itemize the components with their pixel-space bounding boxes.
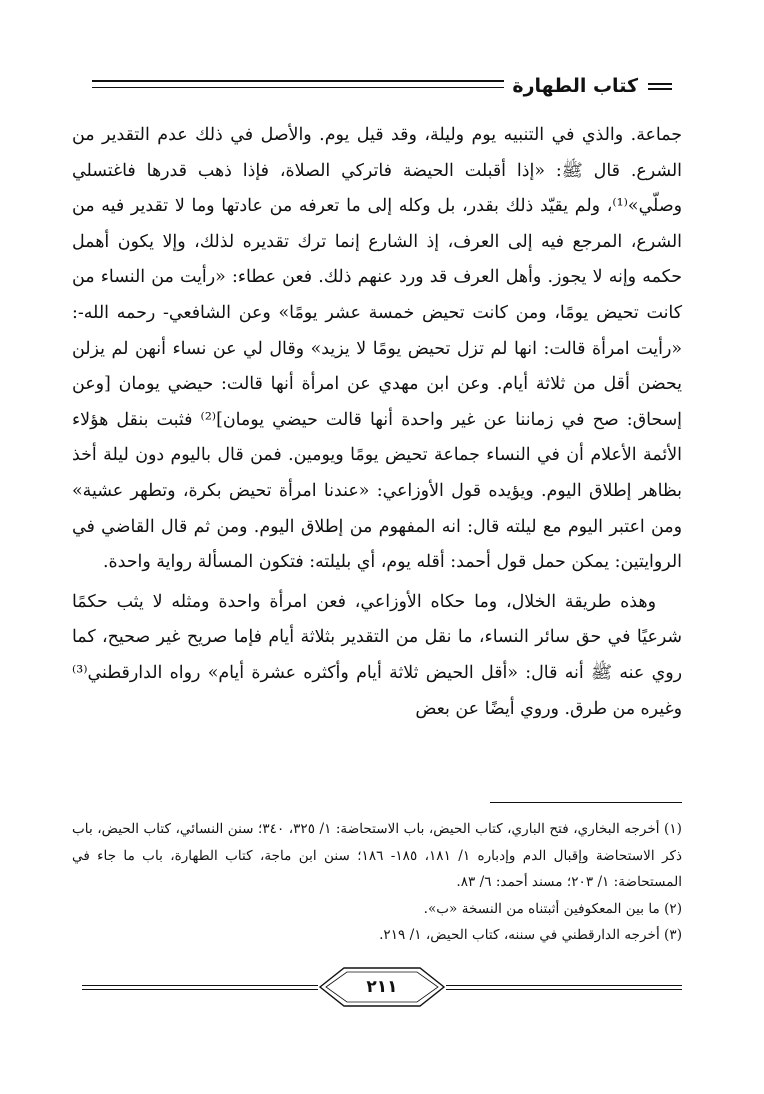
chapter-title: كتاب الطهارة [512, 75, 638, 97]
page-number: ٢١١ [366, 977, 398, 997]
footnote-3: (٣) أخرجه الدارقطني في سننه، كتاب الحيض، ١/ ٢١٩. [379, 927, 682, 943]
paragraph-2: وهذه طريقة الخلال، وما حكاه الأوزاعي، فعن امرأة واحدة ومثله لا يثب حكمًا شرعيًا في حق سائر النساء، ما نقل من التقدير بثلاثة أيام فإما صريح غير صحيح، كما روي عنه ﷺ أنه قال: «أقل الحيض ثلاثة أيام وأكثره عشرة أيام» رواه الدارقطني⁽³⁾ وغيره من طرق. وروي أيضًا عن بعض [72, 591, 682, 719]
header-rule [92, 80, 504, 88]
footer-rule-left [82, 985, 318, 990]
paragraph-1: جماعة. والذي في التنبيه يوم وليلة، وقد قيل يوم. والأصل في ذلك عدم التقدير من الشرع. قال ﷺ: «إذا أقبلت الحيضة فاتركي الصلاة، فإذا ذهب قدرها فاغتسلي وصلّي»⁽¹⁾، ولم يقيّد ذلك بقدر، بل وكله إلى ما تعرفه من عادتها وما لا تقدير فيه من الشرع، المرجع فيه إلى العرف، إذ الشارع إنما ترك تقديره لذلك، وإلا يكون أهمل حكمه وإنه لا يجوز. وأهل العرف قد ورد عنهم ذلك. فعن عطاء: «رأيت من النساء من كانت تحيض يومًا، ومن كانت تحيض خمسة عشر يومًا» وعن الشافعي- رحمه الله-: «رأيت امرأة قالت: انها لم تزل تحيض يومًا لا يزيد» وقال لي عن نساء أنهن لم يزلن يحضن أقل من ثلاثة أيام. وعن ابن مهدي عن امرأة أنها قالت: حيضي يومان [وعن إسحاق: صح في زماننا عن غير واحدة أنها قالت حيضي يومان]⁽²⁾ فثبت بنقل هؤلاء الأئمة الأعلام أن في النساء جماعة تحيض يومًا ويومين. فمن قال باليوم دون ليلة أخذ بظاهر إطلاق اليوم. ويؤيده قول الأوزاعي: «عندنا امرأة تحيض بكرة، وتطهر عشية» ومن اعتبر اليوم مع ليلته قال: انه المفهوم من إطلاق اليوم. ومن ثم قال القاضي في الروايتين: يمكن حمل قول أحمد: أقله يوم، أي بليلته: فتكون المسألة رواية واحدة. [72, 125, 682, 573]
page-footer [82, 963, 682, 1007]
footnote-separator [490, 802, 682, 803]
page-number-frame [318, 966, 446, 1008]
footnote-1: (١) أخرجه البخاري، فتح الباري، كتاب الحيض، باب الاستحاضة: ١/ ٣٢٥، ٣٤٠؛ سنن النسائي، كتاب الحيض، باب ذكر الاستحاضة وإقبال الدم وإدباره ١/ ١٨١، ١٨٥- ١٨٦؛ سنن ابن ماجة، كتاب الطهارة، باب ما جاء في المستحاضة: ١/ ٢٠٣؛ مسند أحمد: ٦/ ٨٣. [72, 821, 683, 890]
running-header [92, 72, 672, 104]
footnote-2: (٢) ما بين المعكوفين أثبتناه من النسخة «ب». [423, 900, 682, 917]
footer-rule-right [446, 985, 682, 990]
main-text [72, 118, 682, 727]
footnotes [72, 816, 682, 949]
